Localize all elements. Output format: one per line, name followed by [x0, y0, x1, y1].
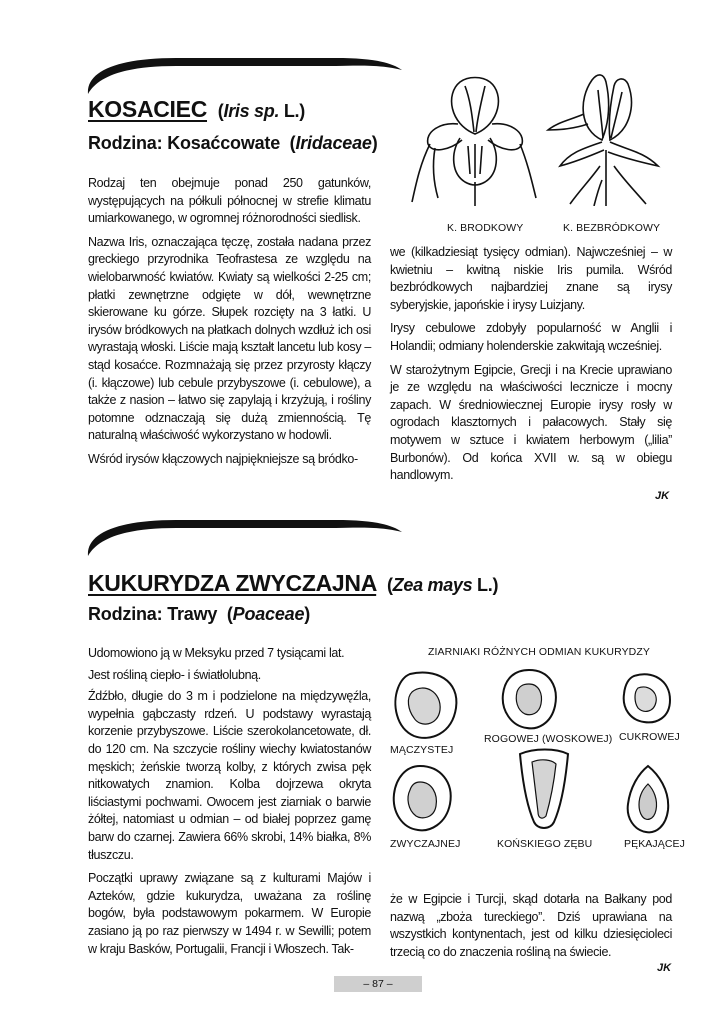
paragraph: Udomowiono ją w Meksyku przed 7 tysiącami lat.: [88, 646, 345, 660]
kernel-waxy-illustration: [497, 666, 561, 732]
paragraph: że w Egipcie i Turcji, skąd dotarła na Bałkany pod nazwą „zboża tureckiego”. Dziś uprawiana na wszystkich kontynentach, jest od kilku dziesięcioleci trzecią co do znaczenia rośliną na świecie.: [390, 892, 672, 959]
decorative-swoosh-bottom: [86, 516, 404, 560]
paragraph: Rodzaj ten obejmuje ponad 250 gatunków, występujących na półkuli północnej w strefie klimatu umiarkowanego, w ogromnej różnorodności siedlisk.: [88, 176, 371, 226]
paragraph: Wśród irysów kłączowych najpiękniejsze są bródko-: [88, 451, 358, 466]
article2-family-line: Rodzina: Trawy (Poaceae): [88, 604, 311, 624]
kernel-horsetooth-illustration: [514, 746, 574, 832]
paragraph: Początki uprawy związane są z kulturami Majów i Azteków, gdzie kukurydza, uważana za roślinę bogów, była podstawowym pokarmem. W Europie zasiano ją po raz pierwszy w 1494 r. w Sewilli; potem w kraju Basków, Portugalii, Francji i Włoszech. Tak-: [88, 871, 371, 956]
article1-family-label: Rodzina: Kosaćcowate: [88, 133, 281, 153]
iris-beardless-illustration: [540, 70, 670, 206]
article1-family-latin: Iridaceae: [295, 133, 372, 153]
paragraph: Irysy cebulowe zdobyły popularność w Anglii i Holandii; odmiany holenderskie zakwitają wcześniej.: [390, 321, 672, 353]
article2-title: KUKURYDZA ZWYCZAJNA: [88, 570, 377, 596]
decorative-swoosh-top: [86, 54, 404, 98]
kernel-label-popcorn: PĘKAJĄCEJ: [624, 838, 686, 850]
caption-bearded-iris: K. BRODKOWY: [447, 222, 524, 234]
kernel-label-waxy: ROGOWEJ (WOSKOWEJ): [484, 733, 613, 745]
article1-column-right: [390, 244, 672, 491]
kernel-label-horsetooth: KOŃSKIEGO ZĘBU: [497, 838, 593, 850]
paragraph: we (kilkadziesiąt tysięcy odmian). Najwcześniej – w kwietniu – kwitną niskie Iris pumila. Wśród bezbródkowych najbardziej znane są irysy syberyjskie, japońskie i irysy Luizjany.: [390, 245, 672, 312]
kernel-dent-illustration: [390, 668, 464, 744]
paragraph: Źdźbło, długie do 3 m i podzielone na międzywęźla, wypełnia gąbczasty rdzeń. U podstawy wyrastają korzenie przybyszowe. Liście szerokolancetowate, dł. do 120 cm. Na szczycie rośliny wiechy kwiatostanów męskich; żeńskie tworzą kolby, z których zwisa pęk nitkowatych znamion. Kolba dojrzewa okryta liściastymi pochwami. Owocem jest ziarniak o barwie żółtej, natomiast u odmian – od białej poprzez gamę barw do czarnej. Zawiera 66% skrobi, 14% białka, 8% tłuszczu.: [88, 689, 371, 862]
page-number: – 87 –: [334, 976, 422, 992]
article1-title: KOSACIEC: [88, 96, 208, 122]
kernel-sweet-illustration: [620, 670, 674, 726]
kernel-popcorn-illustration: [624, 764, 672, 836]
kernel-label-common: ZWYCZAJNEJ: [390, 838, 461, 850]
article1-family-line: Rodzina: Kosaćcowate (Iridaceae): [88, 133, 378, 153]
article2-signature: JK: [657, 962, 672, 974]
article2-column-left: [88, 645, 371, 964]
paragraph: Jest rośliną ciepło- i światłolubną.: [88, 667, 261, 682]
iris-bearded-illustration: [410, 74, 540, 206]
article1-title-line: KOSACIEC (Iris sp. L.): [88, 96, 305, 122]
kernel-common-illustration: [390, 762, 456, 834]
article1-column-left: [88, 175, 371, 475]
article1-signature: JK: [655, 490, 670, 502]
article2-title-line: KUKURYDZA ZWYCZAJNA (Zea mays L.): [88, 570, 499, 596]
article2-latin-author: L.: [477, 575, 493, 595]
article2-family-latin: Poaceae: [232, 604, 305, 624]
article2-latin-name: Zea mays: [392, 575, 473, 595]
paragraph: Nazwa Iris, oznaczająca tęczę, została nadana przez greckiego przyrodnika Teofrastesa ze względu na wielobarwność kwiatów. Kwiaty są wielkości 2-25 cm; płatki zewnętrzne odgięte w dół, wewnętrzne skierowane ku górze. Słupek rozcięty na 3 łatki. U irysów bródkowych na płatkach dolnych wzdłuż ich osi wyrastają włoski. Liście mają kształt lancetu lub kosy – stąd kosaćce. Rozmnażają się przez przyrosty kłączy (i. kłączowe) lub cebule przybyszowe (i. cebulowe), a także z nasion – łatwo się zapylają i krzyżują, i rośliny potomne odznaczają się dużą zmiennością. Tę naturalną właściwość wykorzystano w hodowli.: [88, 234, 371, 443]
article1-latin-author: L.: [283, 101, 300, 121]
kernel-label-sweet: CUKROWEJ: [619, 731, 680, 743]
article2-family-label: Rodzina: Trawy: [88, 604, 218, 624]
paragraph: W starożytnym Egipcie, Grecji i na Krecie uprawiano je ze względu na właściwości lecznicze i mocny zapach. W średniowiecznej Europie irysy rosły w ogrodach klasztornych i pałacowych. Stały się motywem w sztuce i kwiatem herbowym („lilia” Burbonów). Od końca XVII w. są w obiegu handlowym.: [390, 362, 672, 483]
caption-beardless-iris: K. BEZBRÓDKOWY: [563, 222, 661, 234]
figure-title: ZIARNIAKI RÓŻNYCH ODMIAN KUKURYDZY: [428, 646, 650, 658]
kernel-label-dent: MĄCZYSTEJ: [390, 744, 454, 756]
article2-column-right: [390, 891, 672, 967]
article1-latin-name: Iris sp.: [223, 101, 280, 121]
